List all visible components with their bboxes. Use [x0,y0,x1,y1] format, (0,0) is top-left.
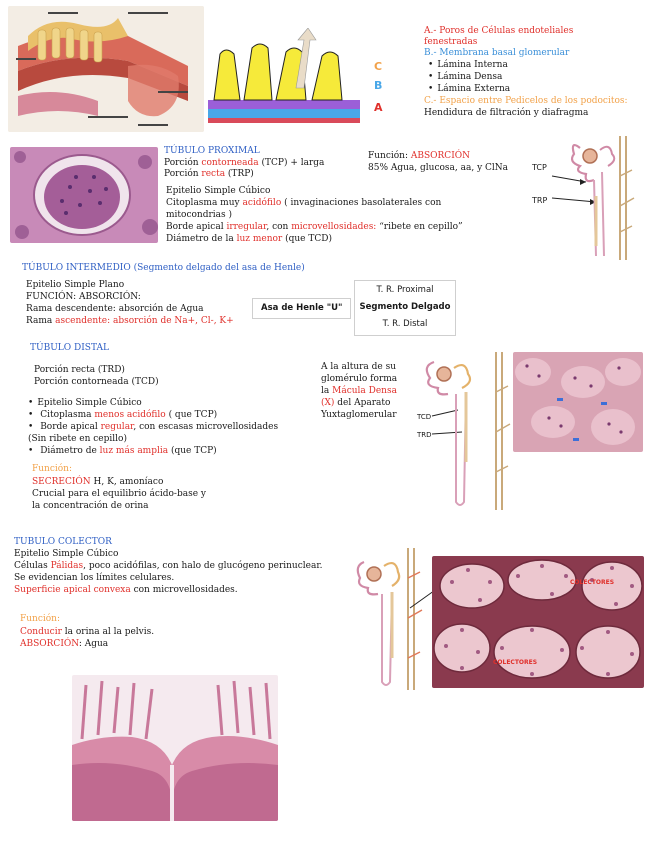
nephron-diagram-distal [414,352,514,510]
tcd-label: TCD [417,413,432,421]
proximal-function-desc: 85% Agua, glucosa, aa, y ClNa [368,163,509,173]
nephron-diagram-proximal [528,136,638,260]
collector-title: TUBULO COLECTOR [14,537,112,547]
proximal-cytoplasm: Citoplasma muy acidófilo ( invaginaciones basolaterales con [166,198,442,208]
tcp-label: TCP [532,163,547,172]
distal-apical-border: • Borde apical regular, con escasas microvellosidades [28,422,278,433]
collector-apical: Superficie apical convexa con microvellosidades. [14,585,238,595]
distal-secretion: SECRECIÓN H, K, amoníaco [32,477,164,487]
distal-crucial: Crucial para el equilibrio ácido-base y [32,489,206,499]
collector-label-2: COLECTORES [493,659,538,666]
intermediate-ascending: Rama ascendente: absorción de Na+, Cl-, K+ [26,316,234,326]
layer-b-label: B [374,79,383,92]
membrane-line: B.- Membrana basal glomerular [424,48,570,58]
collector-epithelium: Epitelio Simple Cúbico [14,549,119,559]
proximal-title: TÚBULO PROXIMAL [164,146,260,156]
distal-epithelium: • Epitelio Simple Cúbico [28,398,142,409]
proximal-portion-2: Porción recta (TRP) [164,169,254,179]
distal-title: TÚBULO DISTAL [30,343,109,353]
distal-no-brush: (Sin ribete en cepillo) [28,434,127,444]
thin-segment: Segmento Delgado [359,302,451,312]
collector-duct-papilla-micrograph [72,675,278,821]
filtration-barrier-diagram [200,28,368,132]
pores-line-2: fenestradas [424,37,478,47]
collector-cells: Células Pálidas, poco acidófilas, con halo de glucógeno perinuclear. [14,561,323,571]
proximal-lumen: Diámetro de la luz menor (que TCD) [166,234,332,244]
distal-straight: Porción recta (TRD) [34,365,125,375]
distal-lumen: • Diámetro de luz más amplia (que TCP) [28,446,217,457]
glomerulus-micrograph [10,147,158,243]
proximal-epithelium: Epitelio Simple Cúbico [166,186,271,196]
trd-label: TRD [417,431,432,439]
intermediate-descending: Rama descendente: absorción de Agua [26,304,204,314]
intermediate-epithelium: Epitelio Simple Plano [26,280,125,290]
pedicel-desc: Hendidura de filtración y diafragma [424,108,589,118]
macula-line-2: glomérulo forma [321,374,398,384]
collector-micrograph [432,556,644,688]
collector-limits: Se evidencian los límites celulares. [14,573,175,583]
pedicel-line: C.- Espacio entre Pedicelos de los podocitos: [424,96,628,106]
trp-label: TRP [532,196,548,205]
intermediate-title: TÚBULO INTERMEDIO (Segmento delgado del asa de Henle) [22,263,305,273]
distal-function-label: Función: [32,464,73,474]
layer-a-label: A [374,101,383,114]
macula-line-4: (X) del Aparato [321,398,391,408]
segment-box [354,280,456,336]
macula-line-5: Yuxtaglomerular [321,410,397,420]
macula-line-3: la Mácula Densa [321,386,397,396]
macula-line-1: A la altura de su [321,362,397,372]
nephron-diagram-collector [352,548,442,690]
lamina-densa: • Lámina Densa [428,72,502,83]
proximal-function: Función: ABSORCIÓN [368,151,471,161]
collector-function-label: Función: [20,614,61,624]
pores-line-1: A.- Poros de Células endoteliales [424,26,574,36]
intermediate-function: FUNCIÓN: ABSORCIÓN: [26,292,141,302]
layer-c-label: C [374,60,383,73]
proximal-portion-1: Porción contorneada (TCP) + larga [164,158,325,168]
lamina-interna: • Lámina Interna [428,60,508,71]
proximal-mitochondria: mitocondrias ) [166,210,233,220]
lamina-externa: • Lámina Externa [428,84,510,95]
distal-cytoplasm: • Citoplasma menos acidófilo ( que TCP) [28,410,217,421]
glomerular-filter-illustration [8,6,204,132]
proximal-apical-border: Borde apical irregular, con microvellosidades: “ribete en cepillo” [166,222,463,232]
distal-concentration: la concentración de orina [32,501,149,511]
tr-proximal: T. R. Proximal [376,285,434,295]
collector-label-1: COLECTORES [570,579,615,586]
tr-distal: T. R. Distal [382,319,428,329]
distal-tubule-micrograph [513,352,643,452]
distal-convoluted: Porción contorneada (TCD) [34,377,159,387]
henle-loop-box: Asa de Henle "U" [252,298,351,319]
collector-absorption: ABSORCIÓN: Agua [20,639,109,649]
collector-conduct: Conducir la orina al la pelvis. [20,627,155,637]
